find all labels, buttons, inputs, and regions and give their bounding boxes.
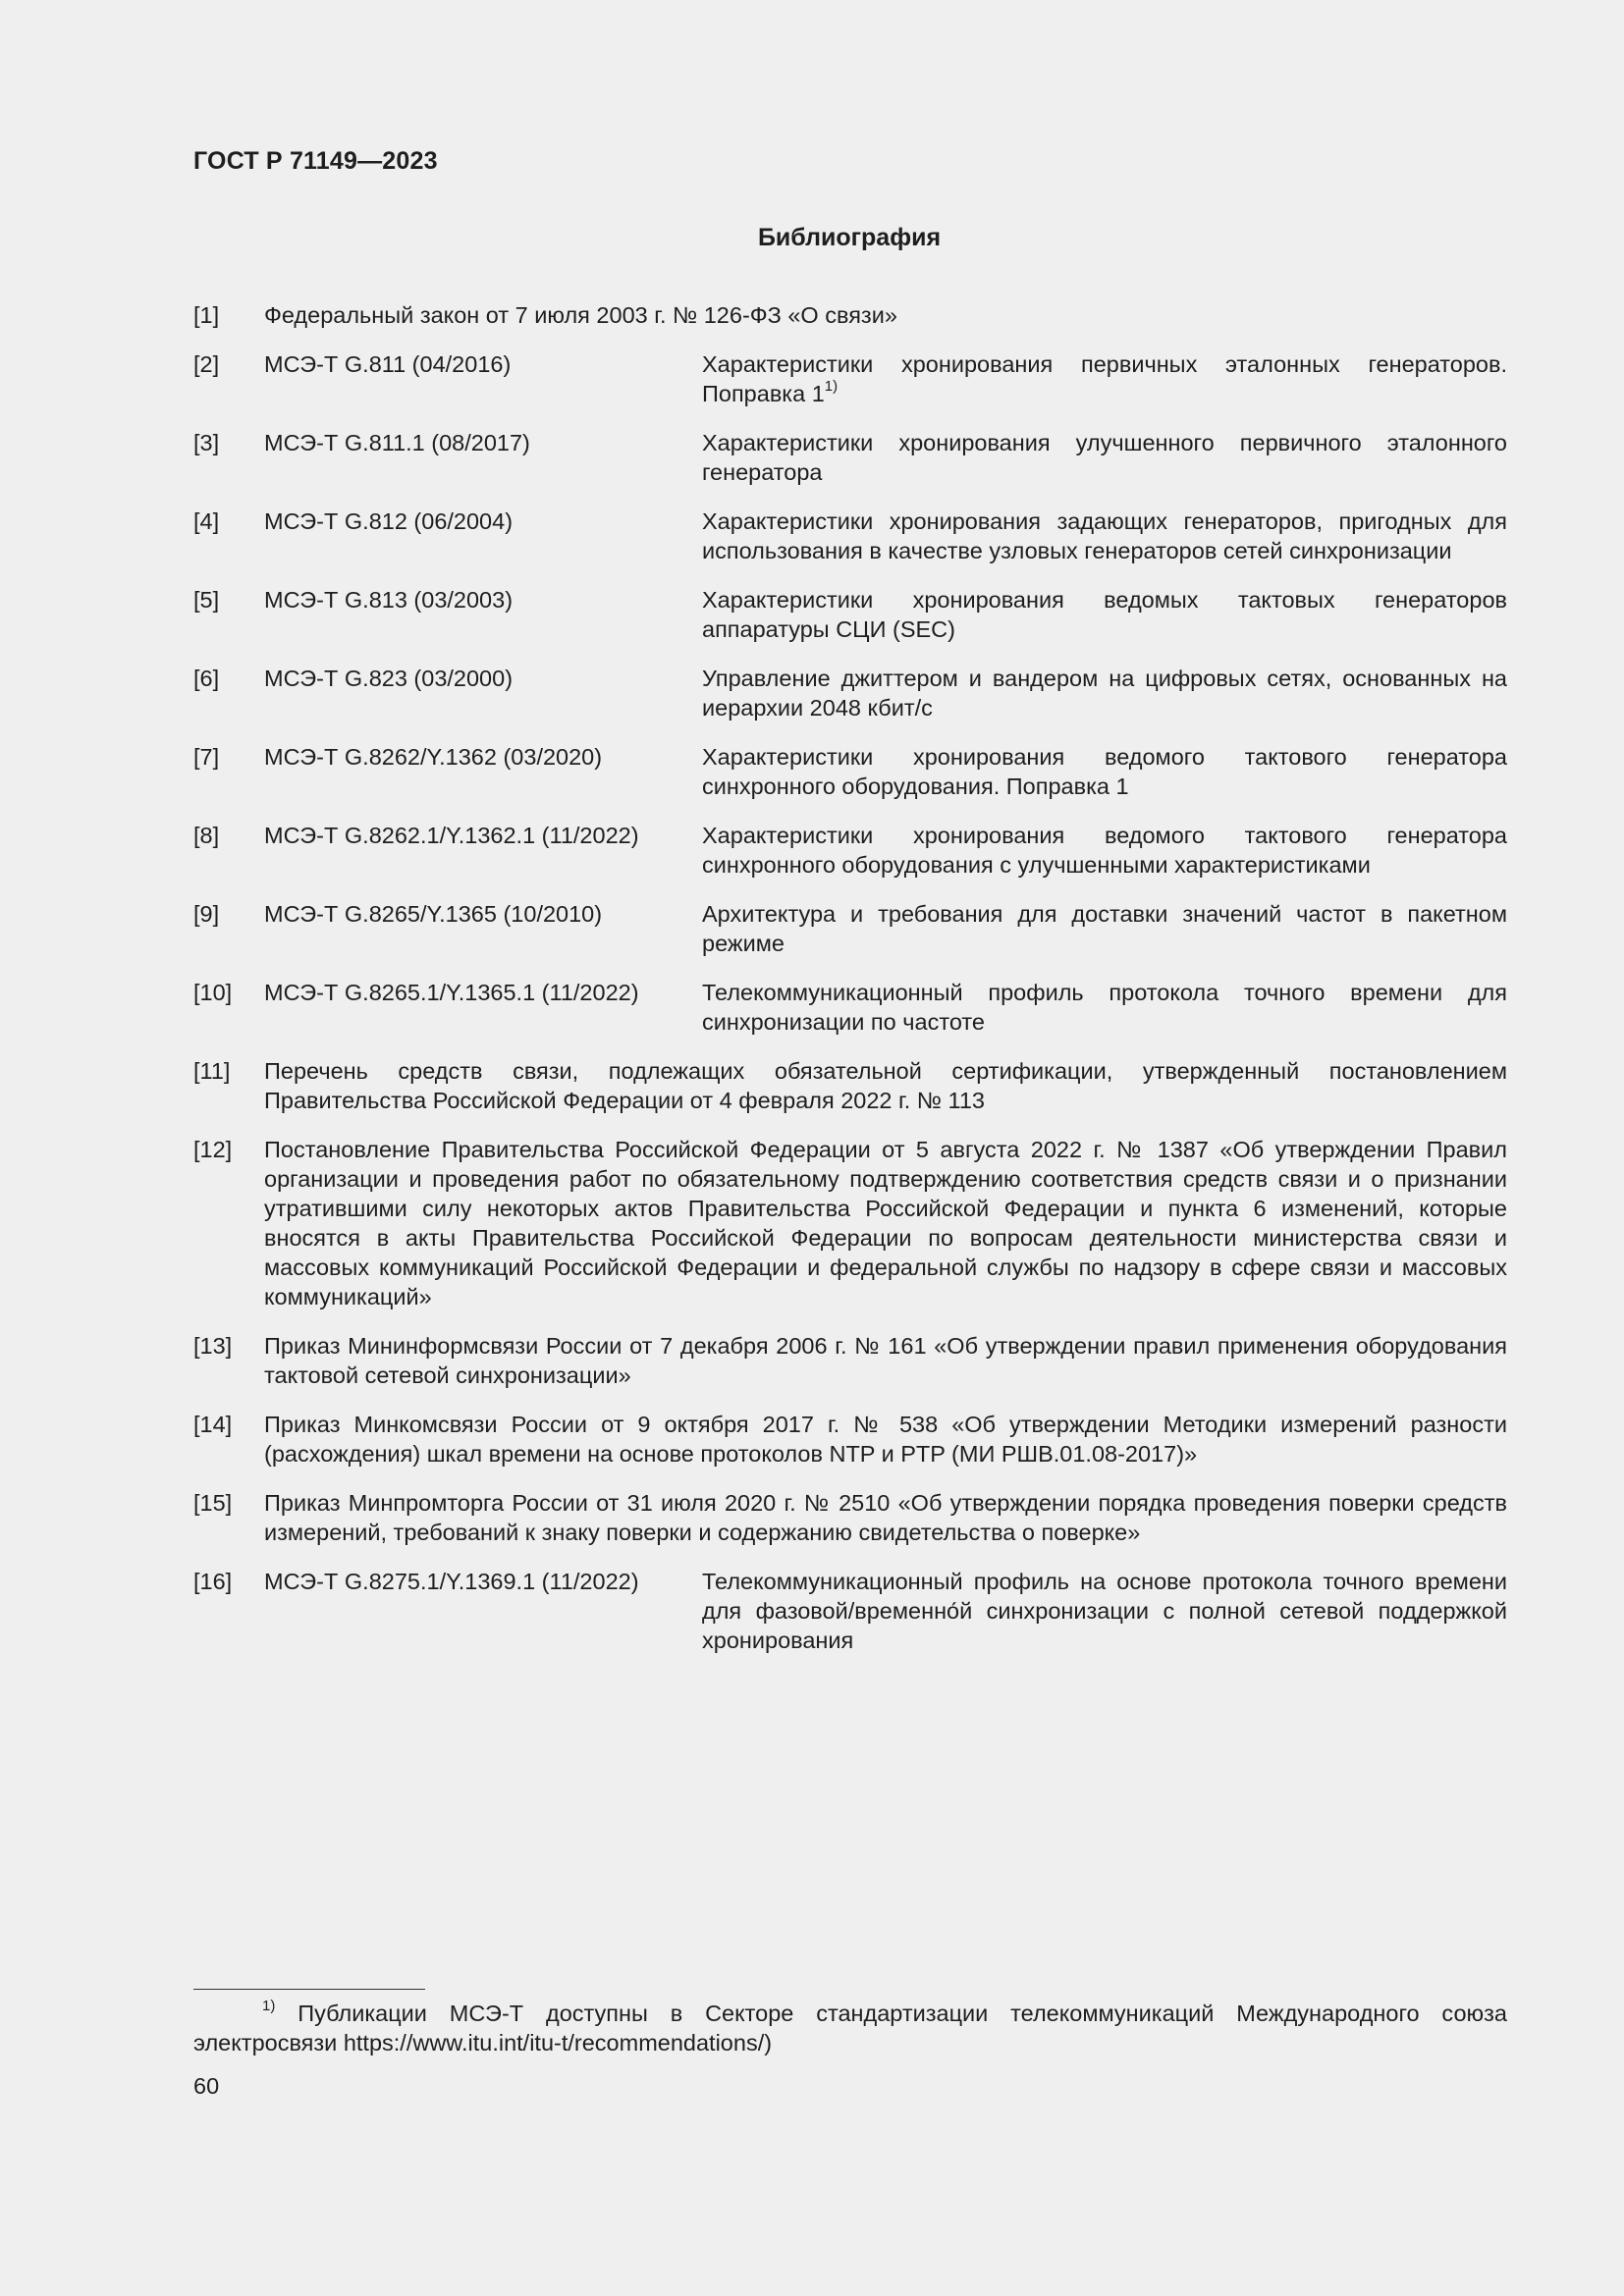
footnote-reference: 1) xyxy=(824,378,839,396)
bibliography-entry xyxy=(193,821,1507,880)
entry-number: [14] xyxy=(193,1412,233,1437)
entry-number: [9] xyxy=(193,901,220,927)
entry-text: Постановление Правительства Российской Федерации от 5 августа 2022 г. № 1387 «Об утверждении Правил организации и проведения работ по обязательному подтверждению соответствия средств связи и о признании утратившими силу некоторых актов Правительства Российской Федерации и пункта 6 изменений, которые вносятся в акты Правительства Российской Федерации по вопросам деятельности министерства связи и массовых коммуникаций Российской Федерации и федеральной службы по надзору в сфере связи и массовых коммуникаций» xyxy=(264,1137,1507,1309)
entry-code: МСЭ-Т G.8275.1/Y.1369.1 (11/2022) xyxy=(264,1569,639,1594)
bibliography-list xyxy=(193,300,1507,1675)
entry-text: Перечень средств связи, подлежащих обязательной сертификации, утвержденный постановлением Правительства Российской Федерации от 4 февраля 2022 г. № 113 xyxy=(264,1058,1507,1113)
entry-code: МСЭ-Т G.8262.1/Y.1362.1 (11/2022) xyxy=(264,823,639,848)
bibliography-entry xyxy=(193,507,1507,565)
entry-description-text: Характеристики хронирования улучшенного первичного эталонного генератора xyxy=(702,430,1507,485)
entry-description xyxy=(702,821,1507,880)
bibliography-entry xyxy=(193,1135,1507,1311)
bibliography-entry xyxy=(193,349,1507,408)
entry-text: Федеральный закон от 7 июля 2003 г. № 126-ФЗ «О связи» xyxy=(264,302,897,328)
entry-code: МСЭ-Т G.812 (06/2004) xyxy=(264,508,514,534)
entry-number: [10] xyxy=(193,980,233,1005)
entry-text: Приказ Минкомсвязи России от 9 октября 2017 г. № 538 «Об утверждении Методики измерений разности (расхождения) шкал времени на основе протоколов NTP и PTP (МИ РШВ.01.08-2017)» xyxy=(264,1412,1507,1467)
bibliography-entry xyxy=(193,585,1507,644)
entry-code: МСЭ-Т G.811.1 (08/2017) xyxy=(264,430,530,455)
entry-text: Приказ Мининформсвязи России от 7 декабря 2006 г. № 161 «Об утверждении правил применения оборудования тактовой сетевой синхронизации» xyxy=(264,1333,1507,1388)
entry-code: МСЭ-Т G.8262/Y.1362 (03/2020) xyxy=(264,744,603,770)
bibliography-entry xyxy=(193,978,1507,1037)
entry-number: [15] xyxy=(193,1490,233,1516)
entry-description xyxy=(702,899,1507,958)
entry-description-text: Телекоммуникационный профиль на основе протокола точного времени для фазовой/временно́й синхронизации с полной сетевой поддержкой хронирования xyxy=(702,1569,1507,1653)
bibliography-entry xyxy=(193,742,1507,801)
entry-description-text: Характеристики хронирования ведомого тактового генератора синхронного оборудования с улучшенными характеристиками xyxy=(702,823,1507,878)
entry-description xyxy=(702,742,1507,801)
entry-code: МСЭ-Т G.8265.1/Y.1365.1 (11/2022) xyxy=(264,980,639,1005)
entry-description-text: Характеристики хронирования ведомых тактовых генераторов аппаратуры СЦИ (SEC) xyxy=(702,587,1507,642)
entry-number: [5] xyxy=(193,587,220,613)
entry-number: [4] xyxy=(193,508,220,534)
entry-number: [13] xyxy=(193,1333,233,1359)
bibliography-entry xyxy=(193,664,1507,722)
entry-number: [7] xyxy=(193,744,220,770)
entry-code: МСЭ-Т G.813 (03/2003) xyxy=(264,587,514,613)
entry-code: МСЭ-Т G.823 (03/2000) xyxy=(264,666,514,691)
entry-description-text: Телекоммуникационный профиль протокола точного времени для синхронизации по частоте xyxy=(702,980,1507,1035)
entry-number: [6] xyxy=(193,666,220,691)
document-code: ГОСТ Р 71149—2023 xyxy=(193,147,438,175)
entry-number: [2] xyxy=(193,351,220,377)
entry-description xyxy=(702,978,1507,1037)
bibliography-entry xyxy=(193,1056,1507,1115)
entry-number: [1] xyxy=(193,302,220,328)
entry-number: [11] xyxy=(193,1058,231,1084)
footnote-text: Публикации МСЭ-Т доступны в Секторе стандартизации телекоммуникаций Международного союза электросвязи https://www.itu.int/itu-t/recommendations/) xyxy=(193,2001,1507,2056)
entry-description-text: Характеристики хронирования задающих генераторов, пригодных для использования в качестве узловых генераторов сетей синхронизации xyxy=(702,508,1507,563)
entry-description-text: Характеристики хронирования ведомого тактового генератора синхронного оборудования. Поправка 1 xyxy=(702,744,1507,799)
entry-number: [8] xyxy=(193,823,220,848)
bibliography-entry xyxy=(193,1410,1507,1468)
entry-description-text: Характеристики хронирования первичных эталонных генераторов. Поправка 1 xyxy=(702,351,1507,406)
page-number: 60 xyxy=(193,2073,220,2099)
entry-number: [12] xyxy=(193,1137,233,1162)
entry-description-text: Архитектура и требования для доставки значений частот в пакетном режиме xyxy=(702,901,1507,956)
entry-description xyxy=(702,585,1507,644)
footnote-mark: 1) xyxy=(262,1998,276,2015)
bibliography-entry xyxy=(193,1331,1507,1390)
entry-description xyxy=(702,428,1507,487)
section-title: Библиография xyxy=(757,224,942,251)
entry-description-text: Управление джиттером и вандером на цифровых сетях, основанных на иерархии 2048 кбит/с xyxy=(702,666,1507,721)
bibliography-entry xyxy=(193,1567,1507,1655)
entry-description xyxy=(702,1567,1507,1655)
entry-description xyxy=(702,349,1507,408)
entry-text: Приказ Минпромторга России от 31 июля 2020 г. № 2510 «Об утверждении порядка проведения поверки средств измерений, требований к знаку поверки и содержанию свидетельства о поверке» xyxy=(264,1490,1507,1545)
entry-description xyxy=(702,664,1507,722)
footnote xyxy=(193,1999,1507,2057)
bibliography-entry xyxy=(193,1488,1507,1547)
entry-number: [16] xyxy=(193,1569,233,1594)
entry-code: МСЭ-Т G.811 (04/2016) xyxy=(264,351,512,377)
bibliography-entry xyxy=(193,300,1507,330)
entry-description xyxy=(702,507,1507,565)
entry-number: [3] xyxy=(193,430,220,455)
bibliography-entry xyxy=(193,899,1507,958)
entry-code: МСЭ-Т G.8265/Y.1365 (10/2010) xyxy=(264,901,603,927)
bibliography-entry xyxy=(193,428,1507,487)
footnote-separator xyxy=(193,1989,425,1990)
